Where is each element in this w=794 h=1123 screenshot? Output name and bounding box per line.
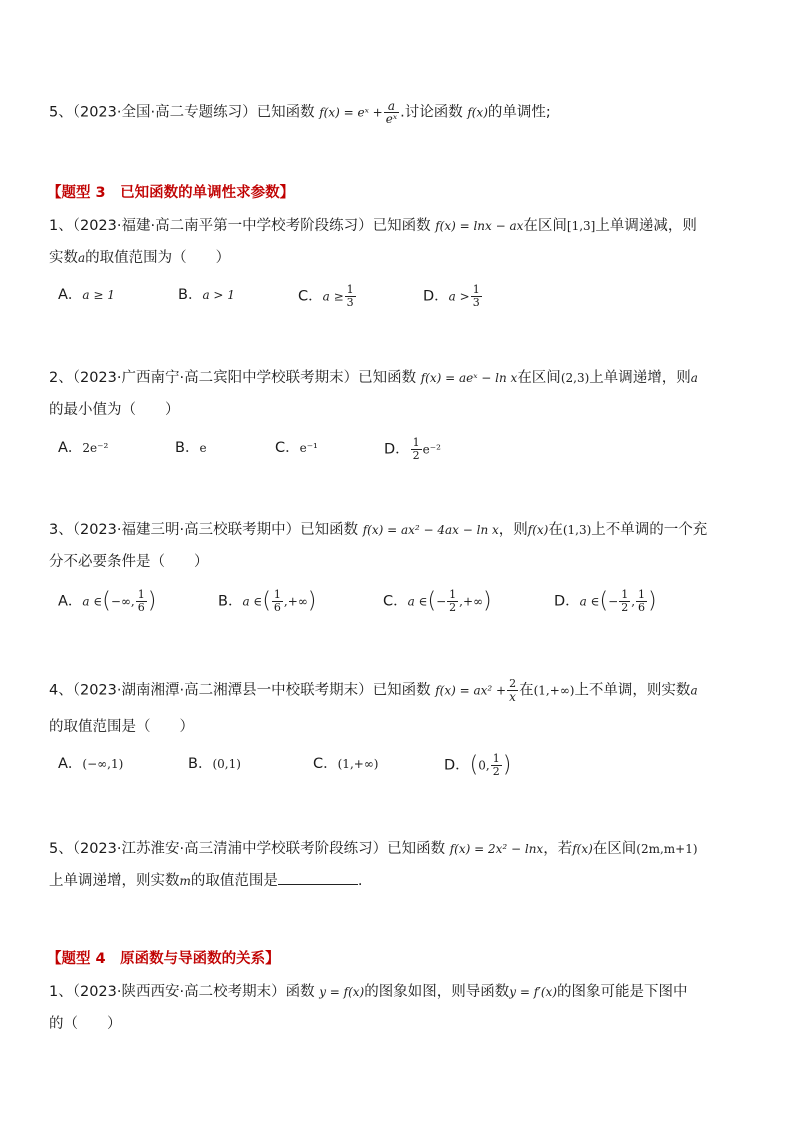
option-c: C．(1,+∞)	[313, 756, 379, 772]
text: 上不单调，则实数	[574, 682, 691, 699]
s4q1-line1	[49, 981, 688, 1003]
option-b: B．e	[175, 440, 207, 456]
s3q4-line2: 的取值范围是（ ）	[49, 719, 194, 735]
text: 2、（2023·广西南宁·高二宾阳中学校联考期末）已知函数	[49, 370, 417, 386]
text: 上单调递增，则实数	[49, 873, 180, 889]
question-source: （2023·全国·高二专题练习）已知函数	[72, 104, 315, 121]
math-var: a	[690, 371, 698, 385]
answer-blank	[278, 870, 358, 885]
option-d: D． $\frac{1}{2}$ e⁻²	[384, 436, 441, 462]
math-expr: f(x) = ax² − 4ax − ln x	[362, 523, 499, 537]
interval: (1,+∞)	[533, 683, 575, 698]
option-d: D．a > $\frac{1}{3}$	[423, 283, 480, 309]
option-c: C．a ∈(− $\frac{1}{2}$ ,+∞)	[383, 588, 492, 614]
math-expr: f(x) = aeˣ − ln x	[420, 371, 518, 385]
s3q3-line2: 分不必要条件是（ ）	[49, 554, 209, 570]
text: 4、（2023·湖南湘潭·高二湘潭县一中校联考期末）已知函数	[49, 682, 431, 699]
math-expr: f(x) = 2x² − lnx	[449, 842, 544, 856]
math-expr: f(x) = lnx − ax	[435, 219, 524, 233]
option-d: D．(0, $\frac{1}{2}$ )	[444, 752, 512, 778]
math-var: a	[78, 251, 86, 265]
option-c: C．a ≥ $\frac{1}{3}$	[298, 283, 354, 309]
text: ，则	[498, 522, 528, 538]
text: 的单调性;	[487, 104, 551, 121]
option-a: A．a ≥ 1	[58, 287, 115, 303]
s4q1-line2: 的（ ）	[49, 1016, 122, 1032]
s3q2-line1	[49, 367, 698, 389]
section-title-3: 【题型 3 已知函数的单调性求参数】	[47, 185, 295, 201]
s3q5-line2	[49, 870, 363, 892]
math-expr: y = f(x)	[319, 985, 365, 999]
math-var: a	[690, 683, 698, 698]
option-a: A．2e⁻²	[58, 440, 109, 456]
option-b: B．(0,1)	[188, 756, 241, 772]
option-c: C．e⁻¹	[275, 440, 318, 456]
text: 的取值范围是	[190, 873, 278, 889]
s3q4-line1	[49, 678, 698, 703]
option-d: D．a ∈(− $\frac{1}{2}$ , $\frac{1}{6}$ )	[554, 588, 657, 614]
text: 在区间	[517, 370, 561, 386]
s3q1-line1	[49, 215, 697, 237]
text: 实数	[49, 250, 78, 266]
text: 上不单调的一个充	[591, 522, 708, 538]
math-expr: f(x)	[572, 842, 593, 856]
question-number: 5、	[49, 104, 73, 121]
text: 1、（2023·陕西西安·高二校考期末）函数	[49, 984, 315, 1000]
text: .讨论函数	[400, 104, 463, 121]
math-expr: y = f′(x)	[509, 985, 558, 999]
text: ，若	[543, 841, 573, 857]
option-b: B．a ∈( $\frac{1}{6}$ ,+∞)	[218, 588, 317, 614]
text: 上单调递减，则	[595, 218, 697, 234]
section-title-4: 【题型 4 原函数与导函数的关系】	[47, 951, 280, 967]
text: 上单调递增，则	[589, 370, 691, 386]
s3q2-line2: 的最小值为（ ）	[49, 402, 180, 418]
text: 3、（2023·福建三明·高三校联考期中）已知函数	[49, 522, 359, 538]
text: 的图象如图，则导函数	[364, 984, 510, 1000]
math-var: m	[179, 874, 191, 888]
math-expr: f(x)	[527, 523, 549, 537]
s3q1-line2	[49, 247, 230, 269]
text: 5、（2023·江苏淮安·高三清浦中学校联考阶段练习）已知函数	[49, 841, 446, 857]
s3q5-line1	[49, 838, 698, 860]
text: 在区间	[523, 218, 567, 234]
option-a: A．a ∈(−∞, $\frac{1}{6}$ )	[58, 588, 157, 614]
math-expr: f(x)	[467, 105, 488, 120]
option-b: B．a > 1	[178, 287, 235, 303]
interval: (2,3)	[560, 371, 590, 385]
option-a: A．(−∞,1)	[58, 756, 124, 772]
math-expr: f(x) = eˣ +	[319, 105, 383, 120]
text: 的取值范围为（ ）	[85, 250, 231, 266]
fraction: $\frac{a}{\text{eˣ}}$	[385, 99, 398, 126]
text: 在区间	[592, 841, 637, 857]
fraction: $\frac{2}{x}$	[509, 677, 517, 704]
text: 的图象可能是下图中	[557, 984, 688, 1000]
interval: (2m,m+1)	[636, 842, 698, 856]
text: 在	[548, 522, 563, 538]
text: 在	[519, 682, 534, 699]
text: 1、（2023·福建·高二南平第一中学校考阶段练习）已知函数	[49, 218, 431, 234]
q5-top-line	[49, 100, 551, 125]
text: .	[357, 873, 363, 889]
interval: (1,3)	[562, 523, 592, 537]
s3q3-line1	[49, 519, 707, 541]
math-expr: f(x) = ax² +	[435, 683, 507, 698]
interval: [1,3]	[566, 219, 596, 233]
